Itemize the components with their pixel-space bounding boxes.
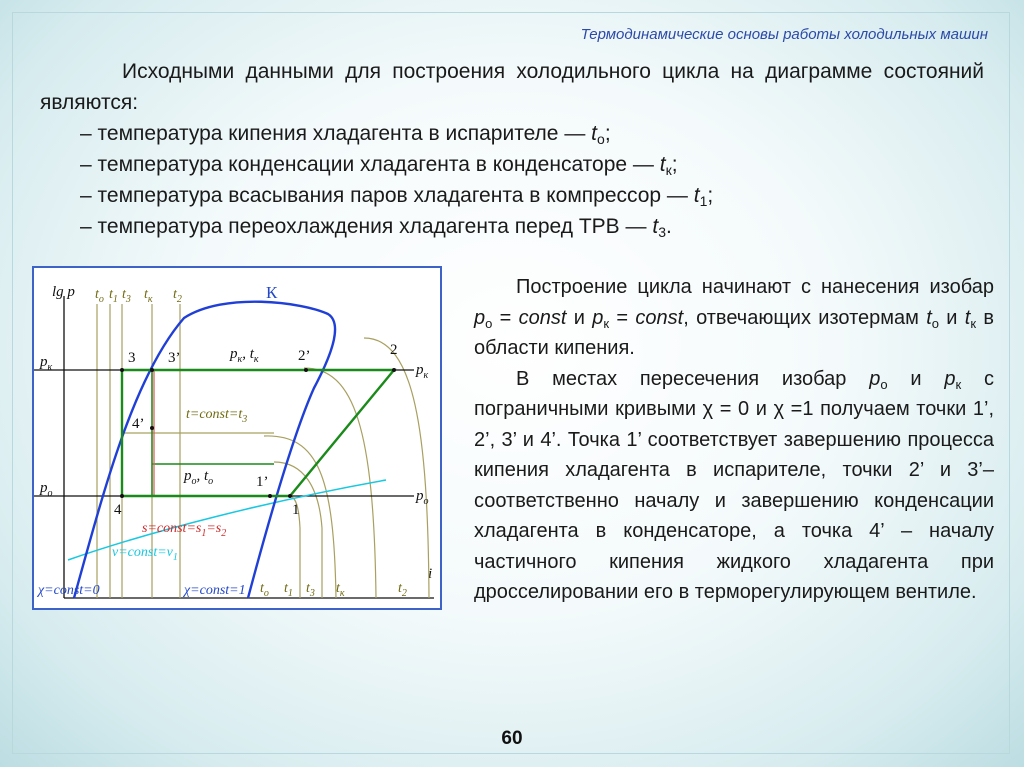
- point-4: [120, 494, 124, 498]
- point-4-prime: [150, 426, 154, 430]
- explain-paragraph-2: В местах пересечения изобар $p_о$ и $p_к$ с пограничными кривыми χ = 0 и χ =1 получаем точки 1’, 2’, 3’ и 4’. Точка 1’ соответствует завершению процесса кипения хладагента в испарителе, точки 2’ и 3’– соответственно началу и завершению конденсации хладагента в конденсаторе, а точка 4’ – началу частичного кипения жидкого хладагента при дросселировании его в терморегулирующем вентиле.: [474, 367, 994, 603]
- chi1-label: χ=const=1: [184, 583, 246, 598]
- explain-paragraph-1: Построение цикла начинают с нанесения изобар $p_о$ = const и $p_к$ = const, отвечающих изотермам $t_о$ и $t_к$ в области кипения.: [474, 276, 994, 359]
- pk-label-left: $p_к$: [40, 354, 53, 373]
- intro-text: [40, 56, 984, 242]
- bottom-label-t2: $t_2$: [398, 581, 407, 599]
- po-label-right: $p_о$: [416, 488, 429, 507]
- intro-item: – температура переохлаждения хладагента перед ТРВ — $t_3$.: [80, 215, 672, 240]
- point-1-prime: [268, 494, 272, 498]
- top-label-to: $t_о$: [95, 287, 104, 305]
- t-const-label: $t=const=t_3$: [186, 407, 248, 425]
- intro-lead: Исходными данными для построения холодильного цикла на диаграмме состояний являются:: [40, 60, 984, 114]
- y-axis-label: lg p: [52, 284, 75, 300]
- critical-curve-label: К: [266, 283, 278, 302]
- top-label-t2: $t_2$: [173, 287, 182, 305]
- x-axis-label: i: [428, 566, 433, 582]
- point-3-prime-label: 3’: [168, 350, 181, 366]
- intro-item: – температура конденсации хладагента в конденсаторе — $t_к$;: [80, 153, 678, 178]
- point-1-prime-label: 1’: [256, 474, 269, 490]
- bottom-label-t3: $t_3$: [306, 581, 315, 599]
- point-1-label: 1: [292, 502, 300, 518]
- bottom-label-to: $t_о$: [260, 581, 269, 599]
- top-label-tk: $t_к$: [144, 287, 153, 305]
- point-2-prime: [304, 368, 308, 372]
- top-label-t1: $t_1$: [109, 287, 118, 305]
- isotherm-tk-vapor: [304, 368, 376, 598]
- point-4-label: 4: [114, 502, 122, 518]
- bottom-label-tk: $t_к$: [336, 581, 345, 599]
- point-2: [392, 368, 396, 372]
- point-4-prime-label: 4’: [132, 416, 145, 432]
- po-to-label: $p_о$, $t_о$: [184, 468, 214, 487]
- point-3-prime: [150, 368, 154, 372]
- pk-tk-label: $p_к$, $t_к$: [230, 346, 259, 365]
- lgp-i-diagram: [32, 266, 442, 610]
- page-number: 60: [501, 728, 523, 749]
- diagram-canvas: [34, 268, 440, 608]
- top-label-t3: $t_3$: [122, 287, 131, 305]
- point-2-label: 2: [390, 342, 398, 358]
- point-3: [120, 368, 124, 372]
- point-1: [288, 494, 292, 498]
- pk-label-right: $p_к$: [416, 362, 429, 381]
- point-2-prime-label: 2’: [298, 348, 311, 364]
- intro-item: – температура кипения хладагента в испарителе — $t_о$;: [80, 122, 611, 147]
- point-3-label: 3: [128, 350, 136, 366]
- slide-header: Термодинамические основы работы холодильных машин: [580, 26, 988, 43]
- explanation-text: [474, 272, 994, 608]
- v-const-label: $v=const=v_1$: [112, 545, 178, 563]
- intro-item: – температура всасывания паров хладагента в компрессор — $t_1$;: [80, 184, 714, 209]
- chi0-label: χ=const=0: [38, 583, 100, 598]
- bottom-label-t1: $t_1$: [284, 581, 293, 599]
- s-const-label: $s=const=s_1=s_2$: [142, 521, 227, 539]
- po-label-left: $p_о$: [40, 480, 53, 499]
